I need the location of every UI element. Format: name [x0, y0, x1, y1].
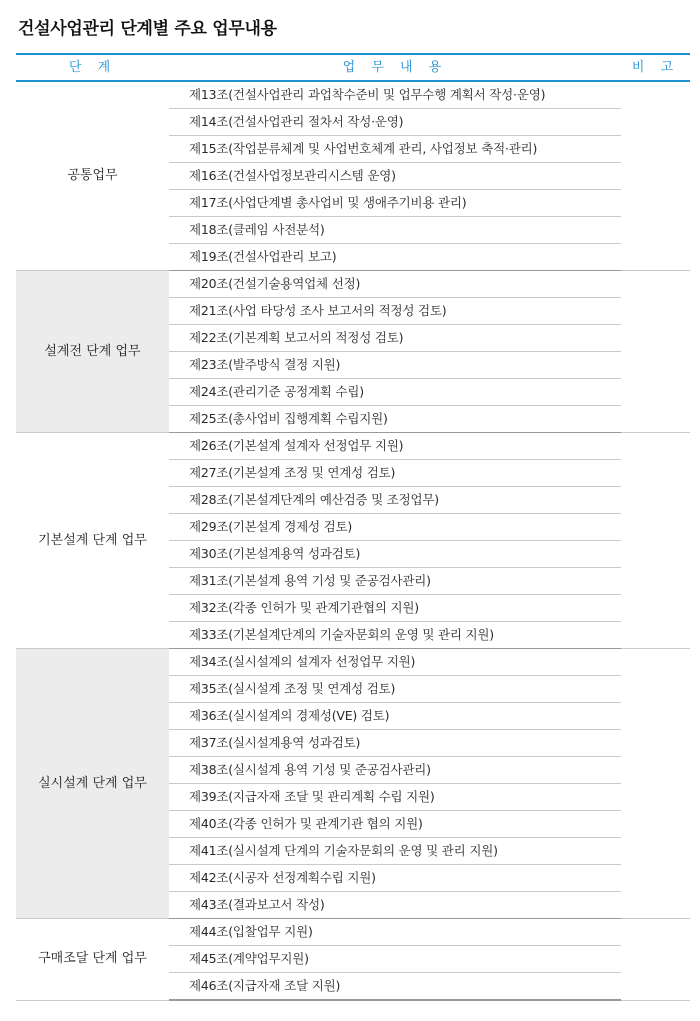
stage-cell: 구매조달 단계 업무 — [16, 919, 169, 1001]
header-task: 업 무 내 용 — [169, 54, 621, 81]
task-cell: 제40조(각종 인허가 및 관계기관 협의 지원) — [169, 811, 621, 838]
task-cell: 제43조(결과보고서 작성) — [169, 892, 621, 919]
header-note: 비 고 — [621, 54, 690, 81]
task-cell: 제34조(실시설계의 설계자 선정업무 지원) — [169, 649, 621, 676]
note-cell — [621, 649, 690, 919]
note-cell — [621, 271, 690, 433]
stage-group — [16, 919, 690, 1001]
task-cell: 제23조(발주방식 결정 지원) — [169, 352, 621, 379]
task-cell: 제20조(건설기술용역업체 선정) — [169, 271, 621, 298]
table-header — [16, 54, 690, 81]
task-cell: 제28조(기본설계단계의 예산검증 및 조정업무) — [169, 487, 621, 514]
header-stage: 단 계 — [16, 54, 169, 81]
task-cell: 제27조(기본설계 조정 및 연계성 검토) — [169, 460, 621, 487]
stage-group — [16, 81, 690, 271]
table-row — [16, 919, 690, 946]
task-cell: 제31조(기본설계 용역 기성 및 준공검사관리) — [169, 568, 621, 595]
task-cell: 제24조(관리기준 공정계획 수립) — [169, 379, 621, 406]
task-cell: 제45조(계약업무지원) — [169, 946, 621, 973]
task-cell: 제44조(입찰업무 지원) — [169, 919, 621, 946]
task-cell: 제29조(기본설계 경제성 검토) — [169, 514, 621, 541]
task-cell: 제42조(시공자 선정계획수립 지원) — [169, 865, 621, 892]
task-cell: 제35조(실시설계 조정 및 연계성 검토) — [169, 676, 621, 703]
task-cell: 제19조(건설사업관리 보고) — [169, 244, 621, 271]
task-cell: 제36조(실시설계의 경제성(VE) 검토) — [169, 703, 621, 730]
table-row — [16, 433, 690, 460]
task-cell: 제32조(각종 인허가 및 관계기관협의 지원) — [169, 595, 621, 622]
table-row — [16, 81, 690, 109]
note-cell — [621, 81, 690, 271]
table-header-row — [16, 54, 690, 81]
stage-cell: 기본설계 단계 업무 — [16, 433, 169, 649]
table-row — [16, 649, 690, 676]
stage-cell: 실시설계 단계 업무 — [16, 649, 169, 919]
stage-cell: 공통업무 — [16, 81, 169, 271]
stage-group — [16, 433, 690, 649]
task-cell: 제15조(작업분류체계 및 사업번호체계 관리, 사업정보 축적·관리) — [169, 136, 621, 163]
task-cell: 제26조(기본설계 설계자 선정업무 지원) — [169, 433, 621, 460]
task-cell: 제37조(실시설계용역 성과검토) — [169, 730, 621, 757]
task-cell: 제13조(건설사업관리 과업착수준비 및 업무수행 계획서 작성·운영) — [169, 81, 621, 109]
task-cell: 제17조(사업단계별 총사업비 및 생애주기비용 관리) — [169, 190, 621, 217]
stage-cell: 설계전 단계 업무 — [16, 271, 169, 433]
note-cell — [621, 919, 690, 1001]
task-cell: 제22조(기본계획 보고서의 적정성 검토) — [169, 325, 621, 352]
note-cell — [621, 433, 690, 649]
task-cell: 제38조(실시설계 용역 기성 및 준공검사관리) — [169, 757, 621, 784]
task-cell: 제41조(실시설계 단계의 기술자문회의 운영 및 관리 지원) — [169, 838, 621, 865]
task-cell: 제21조(사업 타당성 조사 보고서의 적정성 검토) — [169, 298, 621, 325]
task-cell: 제18조(클레임 사전분석) — [169, 217, 621, 244]
task-cell: 제39조(지급자재 조달 및 관리계획 수립 지원) — [169, 784, 621, 811]
work-scope-table — [16, 53, 690, 1001]
page-title: 건설사업관리 단계별 주요 업무내용 — [18, 19, 277, 39]
task-cell: 제46조(지급자재 조달 지원) — [169, 973, 621, 1001]
stage-group — [16, 649, 690, 919]
task-cell: 제25조(총사업비 집행계획 수립지원) — [169, 406, 621, 433]
table-row — [16, 271, 690, 298]
task-cell: 제16조(건설사업정보관리시스템 운영) — [169, 163, 621, 190]
task-cell: 제33조(기본설계단계의 기술자문회의 운영 및 관리 지원) — [169, 622, 621, 649]
task-cell: 제14조(건설사업관리 절차서 작성·운영) — [169, 109, 621, 136]
stage-group — [16, 271, 690, 433]
task-cell: 제30조(기본설계용역 성과검토) — [169, 541, 621, 568]
